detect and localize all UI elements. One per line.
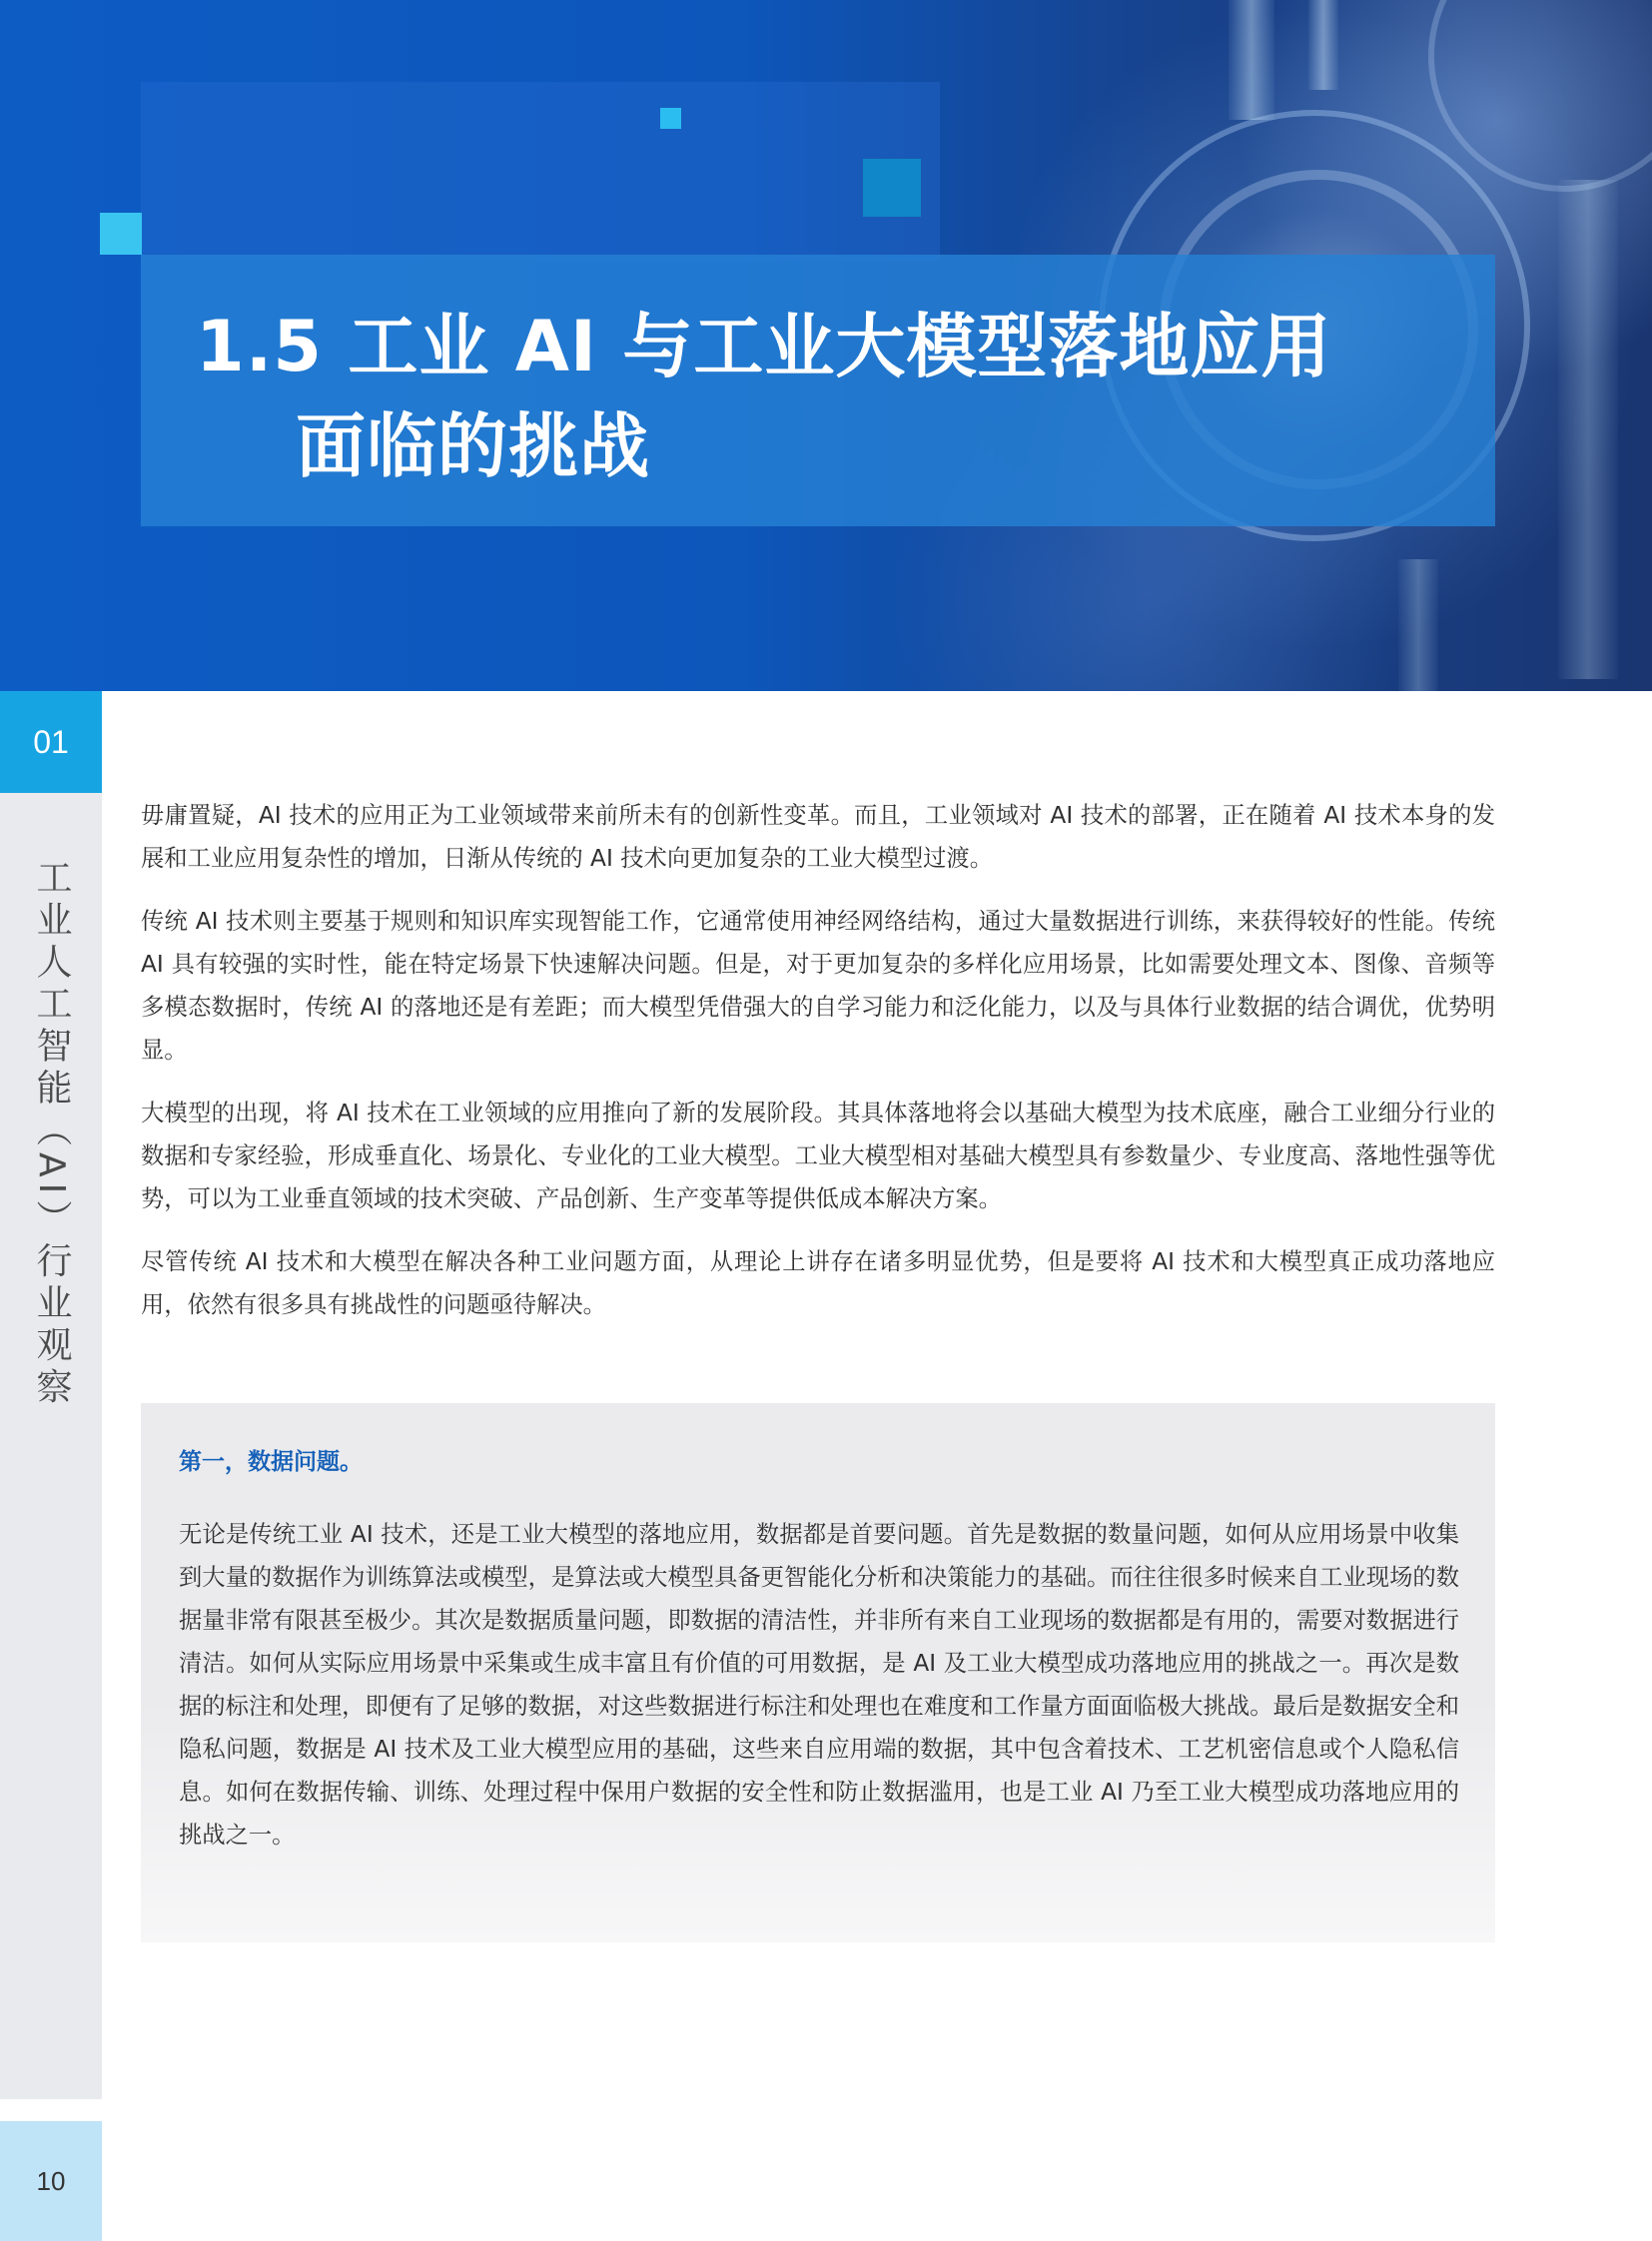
decorative-square <box>660 108 681 129</box>
callout-inner <box>179 1445 1459 1857</box>
decorative-panel <box>141 82 940 262</box>
decorative-pipe <box>1558 180 1618 679</box>
decorative-pipe <box>1229 0 1274 120</box>
callout-text: 无论是传统工业 AI 技术，还是工业大模型的落地应用，数据都是首要问题。首先是数据的数量问题，如何从应用场景中收集到大量的数据作为训练算法或模型，是算法或大模型具备更智能化分析和决策能力的基础。而往往很多时候来自工业现场的数据量非常有限甚至极少。其次是数据质量问题，即数据的清洁性，并非所有来自工业现场的数据都是有用的，需要对数据进行清洁。如何从实际应用场景中采集或生成丰富且有价值的可用数据，是 AI 及工业大模型成功落地应用的挑战之一。再次是数据的标注和处理，即便有了足够的数据，对这些数据进行标注和处理也在难度和工作量方面面临极大挑战。最后是数据安全和隐私问题，数据是 AI 技术及工业大模型应用的基础，这些来自应用端的数据，其中包含着技术、工艺机密信息或个人隐私信息。如何在数据传输、训练、处理过程中保用户数据的安全性和防止数据滥用，也是工业 AI 乃至工业大模型成功落地应用的挑战之一。 <box>179 1521 1459 1849</box>
paragraph: 尽管传统 AI 技术和大模型在解决各种工业问题方面，从理论上讲存在诸多明显优势，但是要将 AI 技术和大模型真正成功落地应用，依然有很多具有挑战性的问题亟待解决。 <box>141 1248 1495 1318</box>
callout-heading: 第一，数据问题。 <box>179 1449 363 1475</box>
decorative-pipe <box>1398 559 1438 691</box>
decorative-pipe <box>1308 0 1338 90</box>
page-title-line1: 1.5 工业 AI 与工业大模型落地应用 <box>196 306 1332 387</box>
header-banner <box>0 0 1652 691</box>
chapter-number-tab: 01 <box>0 691 102 793</box>
page-number: 10 <box>0 2121 102 2241</box>
decorative-square <box>863 159 921 217</box>
section-label: 工业人工智能（AI）行业观察 <box>31 859 72 1410</box>
decorative-glass-ring <box>1428 0 1652 192</box>
decorative-square <box>100 213 142 255</box>
body-content <box>141 794 1495 1346</box>
paragraph: 毋庸置疑，AI 技术的应用正为工业领域带来前所未有的创新性变革。而且，工业领域对 AI 技术的部署，正在随着 AI 技术本身的发展和工业应用复杂性的增加，日渐从传统的 AI 技术向更加复杂的工业大模型过渡。 <box>141 802 1495 872</box>
callout-box <box>141 1403 1495 1942</box>
paragraph: 大模型的出现，将 AI 技术在工业领域的应用推向了新的发展阶段。其具体落地将会以基础大模型为技术底座，融合工业细分行业的数据和专家经验，形成垂直化、场景化、专业化的工业大模型。工业大模型相对基础大模型具有参数量少、专业度高、落地性强等优势，可以为工业垂直领域的技术突破、产品创新、生产变革等提供低成本解决方案。 <box>141 1100 1495 1212</box>
page-title <box>196 297 1331 496</box>
paragraph: 传统 AI 技术则主要基于规则和知识库实现智能工作，它通常使用神经网络结构，通过大量数据进行训练，来获得较好的性能。传统 AI 具有较强的实时性，能在特定场景下快速解决问题。但是，对于更加复杂的多样化应用场景，比如需要处理文本、图像、音频等多模态数据时，传统 AI 的落地还是有差距；而大模型凭借强大的自学习能力和泛化能力，以及与具体行业数据的结合调优，优势明显。 <box>141 908 1495 1064</box>
page-title-line2: 面临的挑战 <box>296 405 650 487</box>
